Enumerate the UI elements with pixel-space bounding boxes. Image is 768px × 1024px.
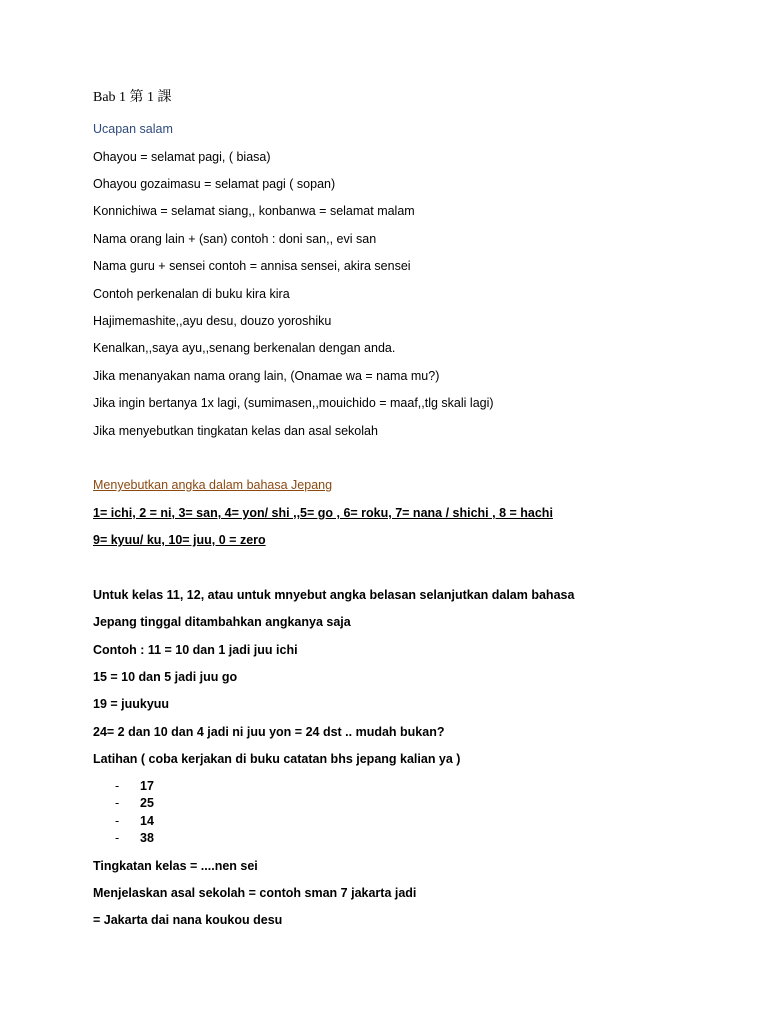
text-line: Menjelaskan asal sekolah = contoh sman 7 jakarta jadi [93, 886, 417, 900]
exercise-value: 25 [140, 796, 154, 810]
text-line: Contoh : 11 = 10 dan 1 jadi juu ichi [93, 643, 298, 657]
text-line: = Jakarta dai nana koukou desu [93, 913, 283, 927]
exercise-item [115, 830, 154, 846]
text-line: Ohayou gozaimasu = selamat pagi ( sopan) [93, 177, 336, 191]
text-line: Nama orang lain + (san) contoh : doni san,, evi san [93, 232, 377, 246]
chapter-title: Bab 1 第 1 課 [93, 90, 172, 105]
text-line: Konnichiwa = selamat siang,, konbanwa = selamat malam [93, 204, 415, 218]
exercise-value: 17 [140, 779, 154, 793]
exercise-item [115, 795, 154, 811]
section-heading-greetings: Ucapan salam [93, 122, 173, 136]
text-line: 19 = juukyuu [93, 697, 170, 711]
text-line: 24= 2 dan 10 dan 4 jadi ni juu yon = 24 dst .. mudah bukan? [93, 725, 445, 739]
exercise-item [115, 778, 154, 794]
numbers-line: 1= ichi, 2 = ni, 3= san, 4= yon/ shi ,,5= go , 6= roku, 7= nana / shichi , 8 = hachi [93, 506, 553, 520]
text-line: Contoh perkenalan di buku kira kira [93, 287, 290, 301]
text-line: Untuk kelas 11, 12, atau untuk mnyebut angka belasan selanjutkan dalam bahasa [93, 588, 575, 602]
bullet-marker: - [115, 796, 120, 810]
text-line: 15 = 10 dan 5 jadi juu go [93, 670, 238, 684]
numbers-line: 9= kyuu/ ku, 10= juu, 0 = zero [93, 533, 266, 547]
text-line: Kenalkan,,saya ayu,,senang berkenalan dengan anda. [93, 341, 396, 355]
text-line: Jika menanyakan nama orang lain, (Onamae wa = nama mu?) [93, 369, 440, 383]
bullet-marker: - [115, 831, 120, 845]
section-heading-numbers: Menyebutkan angka dalam bahasa Jepang [93, 478, 333, 492]
exercise-item [115, 813, 154, 829]
text-line: Jepang tinggal ditambahkan angkanya saja [93, 615, 351, 629]
text-line: Jika menyebutkan tingkatan kelas dan asal sekolah [93, 424, 378, 438]
bullet-marker: - [115, 814, 120, 828]
text-line: Ohayou = selamat pagi, ( biasa) [93, 150, 271, 164]
exercise-value: 14 [140, 814, 154, 828]
text-line: Jika ingin bertanya 1x lagi, (sumimasen,,mouichido = maaf,,tlg skali lagi) [93, 396, 494, 410]
exercise-value: 38 [140, 831, 154, 845]
text-line: Latihan ( coba kerjakan di buku catatan bhs jepang kalian ya ) [93, 752, 461, 766]
text-line: Tingkatan kelas = ....nen sei [93, 859, 258, 873]
text-line: Hajimemashite,,ayu desu, douzo yoroshiku [93, 314, 332, 328]
bullet-marker: - [115, 779, 120, 793]
text-line: Nama guru + sensei contoh = annisa sensei, akira sensei [93, 259, 411, 273]
